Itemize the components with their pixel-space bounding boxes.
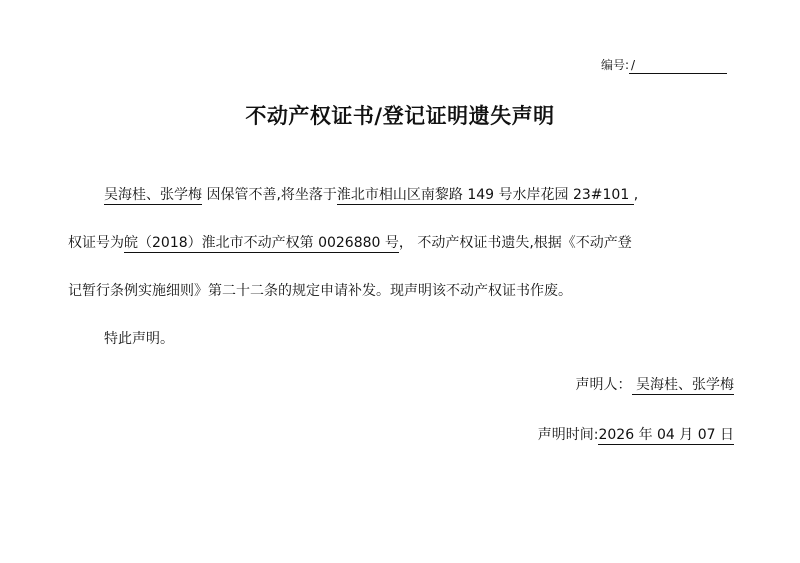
body-line-2: [68, 232, 738, 252]
date-value: 2026 年 04 月 07 日: [598, 427, 734, 443]
declarant-line: [576, 374, 734, 394]
body-text-1-end: ,: [633, 187, 639, 203]
declarant-value: 吴海桂、张学梅: [631, 377, 734, 393]
serial-number: [601, 56, 727, 74]
serial-value: /: [629, 58, 727, 74]
body-text-1: 因保管不善,将坐落于: [202, 187, 337, 203]
body-line-1: [104, 184, 774, 204]
document-title: 不动产权证书/登记证明遗失声明: [245, 103, 555, 128]
property-location: 淮北市相山区南黎路 149 号水岸花园 23#101: [336, 187, 634, 203]
certificate-number: 皖（2018）淮北市不动产权第 0026880 号: [124, 235, 399, 251]
owner-names: 吴海桂、张学梅: [104, 187, 202, 203]
serial-label: 编号:: [601, 58, 630, 72]
date-label: 声明时间:: [537, 427, 599, 443]
closing-statement: 特此声明。: [104, 331, 174, 347]
date-line: [538, 424, 734, 444]
body-text-2-start: 权证号为: [68, 235, 124, 251]
body-text-2-end: ， 不动产权证书遗失,根据《不动产登: [398, 235, 632, 251]
declarant-label: 声明人：: [575, 377, 632, 393]
body-line-3: 记暂行条例实施细则》第二十二条的规定申请补发。现声明该不动产权证书作废。: [68, 283, 572, 299]
